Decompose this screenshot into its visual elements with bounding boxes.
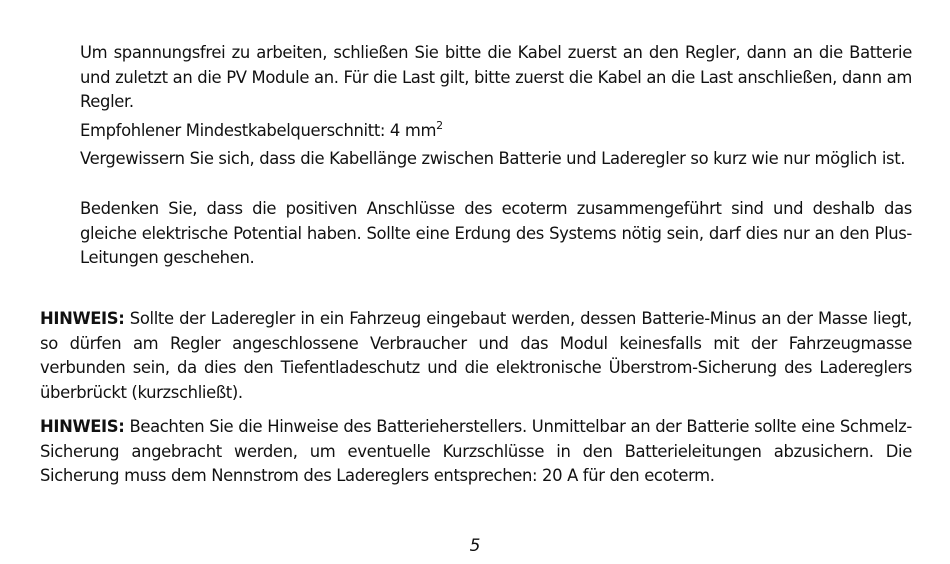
paragraph-text: Um spannungsfrei zu arbeiten, schließen Sie bitte die Kabel zuerst an den Regler, dann an die Batterie und zuletzt an die PV Module an. Für die Last gilt, bitte zuerst die Kabel an die Last anschließen, dann am Regler. (80, 43, 912, 111)
paragraph-cable-cross-section (80, 119, 912, 144)
paragraph-text: Bedenken Sie, dass die positiven Anschlüsse des ecoterm zusammengeführt sind und deshalb das gleiche elektrische Potential haben. Sollte eine Erdung des Systems nötig sein, darf dies nur an den Plus-Leitungen geschehen. (80, 199, 912, 267)
paragraph-text: Empfohlener Mindestkabelquerschnitt: 4 mm (80, 121, 437, 140)
note-vehicle-installation (40, 307, 912, 405)
note-text: Beachten Sie die Hinweise des Batterieherstellers. Unmittelbar an der Batterie sollte eine Schmelz-Sicherung angebracht werden, um eventuelle Kurzschlüsse in den Batterieleitungen abzusichern. Die Sicherung muss dem Nennstrom des Ladereglers entsprechen: 20 A für den ecoterm. (40, 417, 912, 485)
note-text: Sollte der Laderegler in ein Fahrzeug eingebaut werden, dessen Batterie-Minus an der Masse liegt, so dürfen am Regler angeschlossene Verbraucher und das Modul keinesfalls mit der Fahrzeugmasse verbunden sein, da dies den Tiefentladeschutz und die elektronische Überstrom-Sicherung des Ladereglers überbrückt (kurzschließt). (40, 309, 912, 402)
note-label: HINWEIS: (40, 309, 125, 328)
note-label: HINWEIS: (40, 417, 125, 436)
note-battery-fuse (40, 415, 912, 489)
page-number: 5 (469, 536, 481, 556)
paragraph-cable-length (80, 147, 912, 172)
superscript: 2 (436, 119, 443, 132)
paragraph-wiring-order (80, 41, 912, 115)
paragraph-text: Vergewissern Sie sich, dass die Kabellänge zwischen Batterie und Laderegler so kurz wie nur möglich ist. (80, 149, 906, 168)
paragraph-positive-terminals (80, 197, 912, 271)
